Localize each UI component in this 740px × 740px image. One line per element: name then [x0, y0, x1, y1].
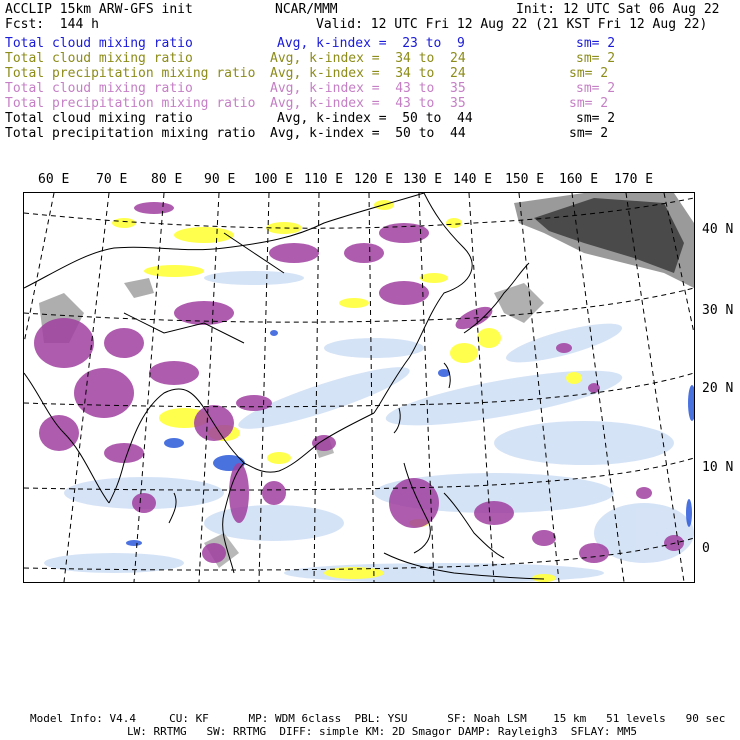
lon-label: 160 E [559, 172, 599, 187]
field-name: Total precipitation mixing ratio [5, 96, 256, 111]
light-blue-cloud-field [44, 271, 694, 582]
field-name: Total cloud mixing ratio [5, 111, 193, 126]
field-sm: sm= 2 [569, 96, 609, 111]
field-name: Total cloud mixing ratio [5, 36, 193, 51]
lat-label: 30 N [702, 303, 734, 318]
field-sm: sm= 2 [569, 66, 609, 81]
field-sm: sm= 2 [569, 126, 609, 141]
lat-label: 40 N [702, 222, 734, 237]
lon-label: 90 E [204, 172, 236, 187]
lat-label: 20 N [702, 381, 734, 396]
map-panel [23, 192, 695, 583]
lon-label: 80 E [151, 172, 183, 187]
lon-label: 100 E [254, 172, 294, 187]
lon-label: 60 E [38, 172, 70, 187]
field-name: Total precipitation mixing ratio [5, 66, 256, 81]
field-avg: Avg, k-index = 43 to 35 [270, 96, 466, 111]
model-info-line1: Model Info: V4.4 CU: KF MP: WDM 6class PBL: YSU SF: Noah LSM 15 km 51 levels 90 sec [30, 712, 726, 725]
lon-label: 110 E [304, 172, 344, 187]
field-avg: Avg, k-index = 50 to 44 [277, 111, 473, 126]
field-sm: sm= 2 [576, 36, 616, 51]
lat-label: 0 [702, 541, 710, 556]
lon-label: 70 E [96, 172, 128, 187]
field-sm: sm= 2 [576, 111, 616, 126]
field-name: Total cloud mixing ratio [5, 51, 193, 66]
forecast-hour: Fcst: 144 h [5, 17, 99, 32]
field-name: Total precipitation mixing ratio [5, 126, 256, 141]
field-sm: sm= 2 [576, 81, 616, 96]
field-avg: Avg, k-index = 50 to 44 [270, 126, 466, 141]
field-avg: Avg, k-index = 34 to 24 [270, 66, 466, 81]
lon-label: 170 E [614, 172, 654, 187]
field-name: Total cloud mixing ratio [5, 81, 193, 96]
init-time: Init: 12 UTC Sat 06 Aug 22 [516, 2, 720, 17]
lon-label: 150 E [505, 172, 545, 187]
lon-label: 140 E [453, 172, 493, 187]
lon-label: 130 E [403, 172, 443, 187]
lat-label: 10 N [702, 460, 734, 475]
valid-time: Valid: 12 UTC Fri 12 Aug 22 (21 KST Fri 12 Aug 22) [316, 17, 708, 32]
field-sm: sm= 2 [576, 51, 616, 66]
model-info-line2: LW: RRTMG SW: RRTMG DIFF: simple KM: 2D Smagor DAMP: Rayleigh3 SFLAY: MM5 [127, 725, 637, 738]
lon-label: 120 E [354, 172, 394, 187]
field-avg: Avg, k-index = 23 to 9 [277, 36, 465, 51]
map-title: ACCLIP 15km ARW-GFS init [5, 2, 193, 17]
map-canvas [24, 193, 694, 582]
field-avg: Avg, k-index = 43 to 35 [270, 81, 466, 96]
institution-label: NCAR/MMM [275, 2, 338, 17]
field-avg: Avg, k-index = 34 to 24 [270, 51, 466, 66]
